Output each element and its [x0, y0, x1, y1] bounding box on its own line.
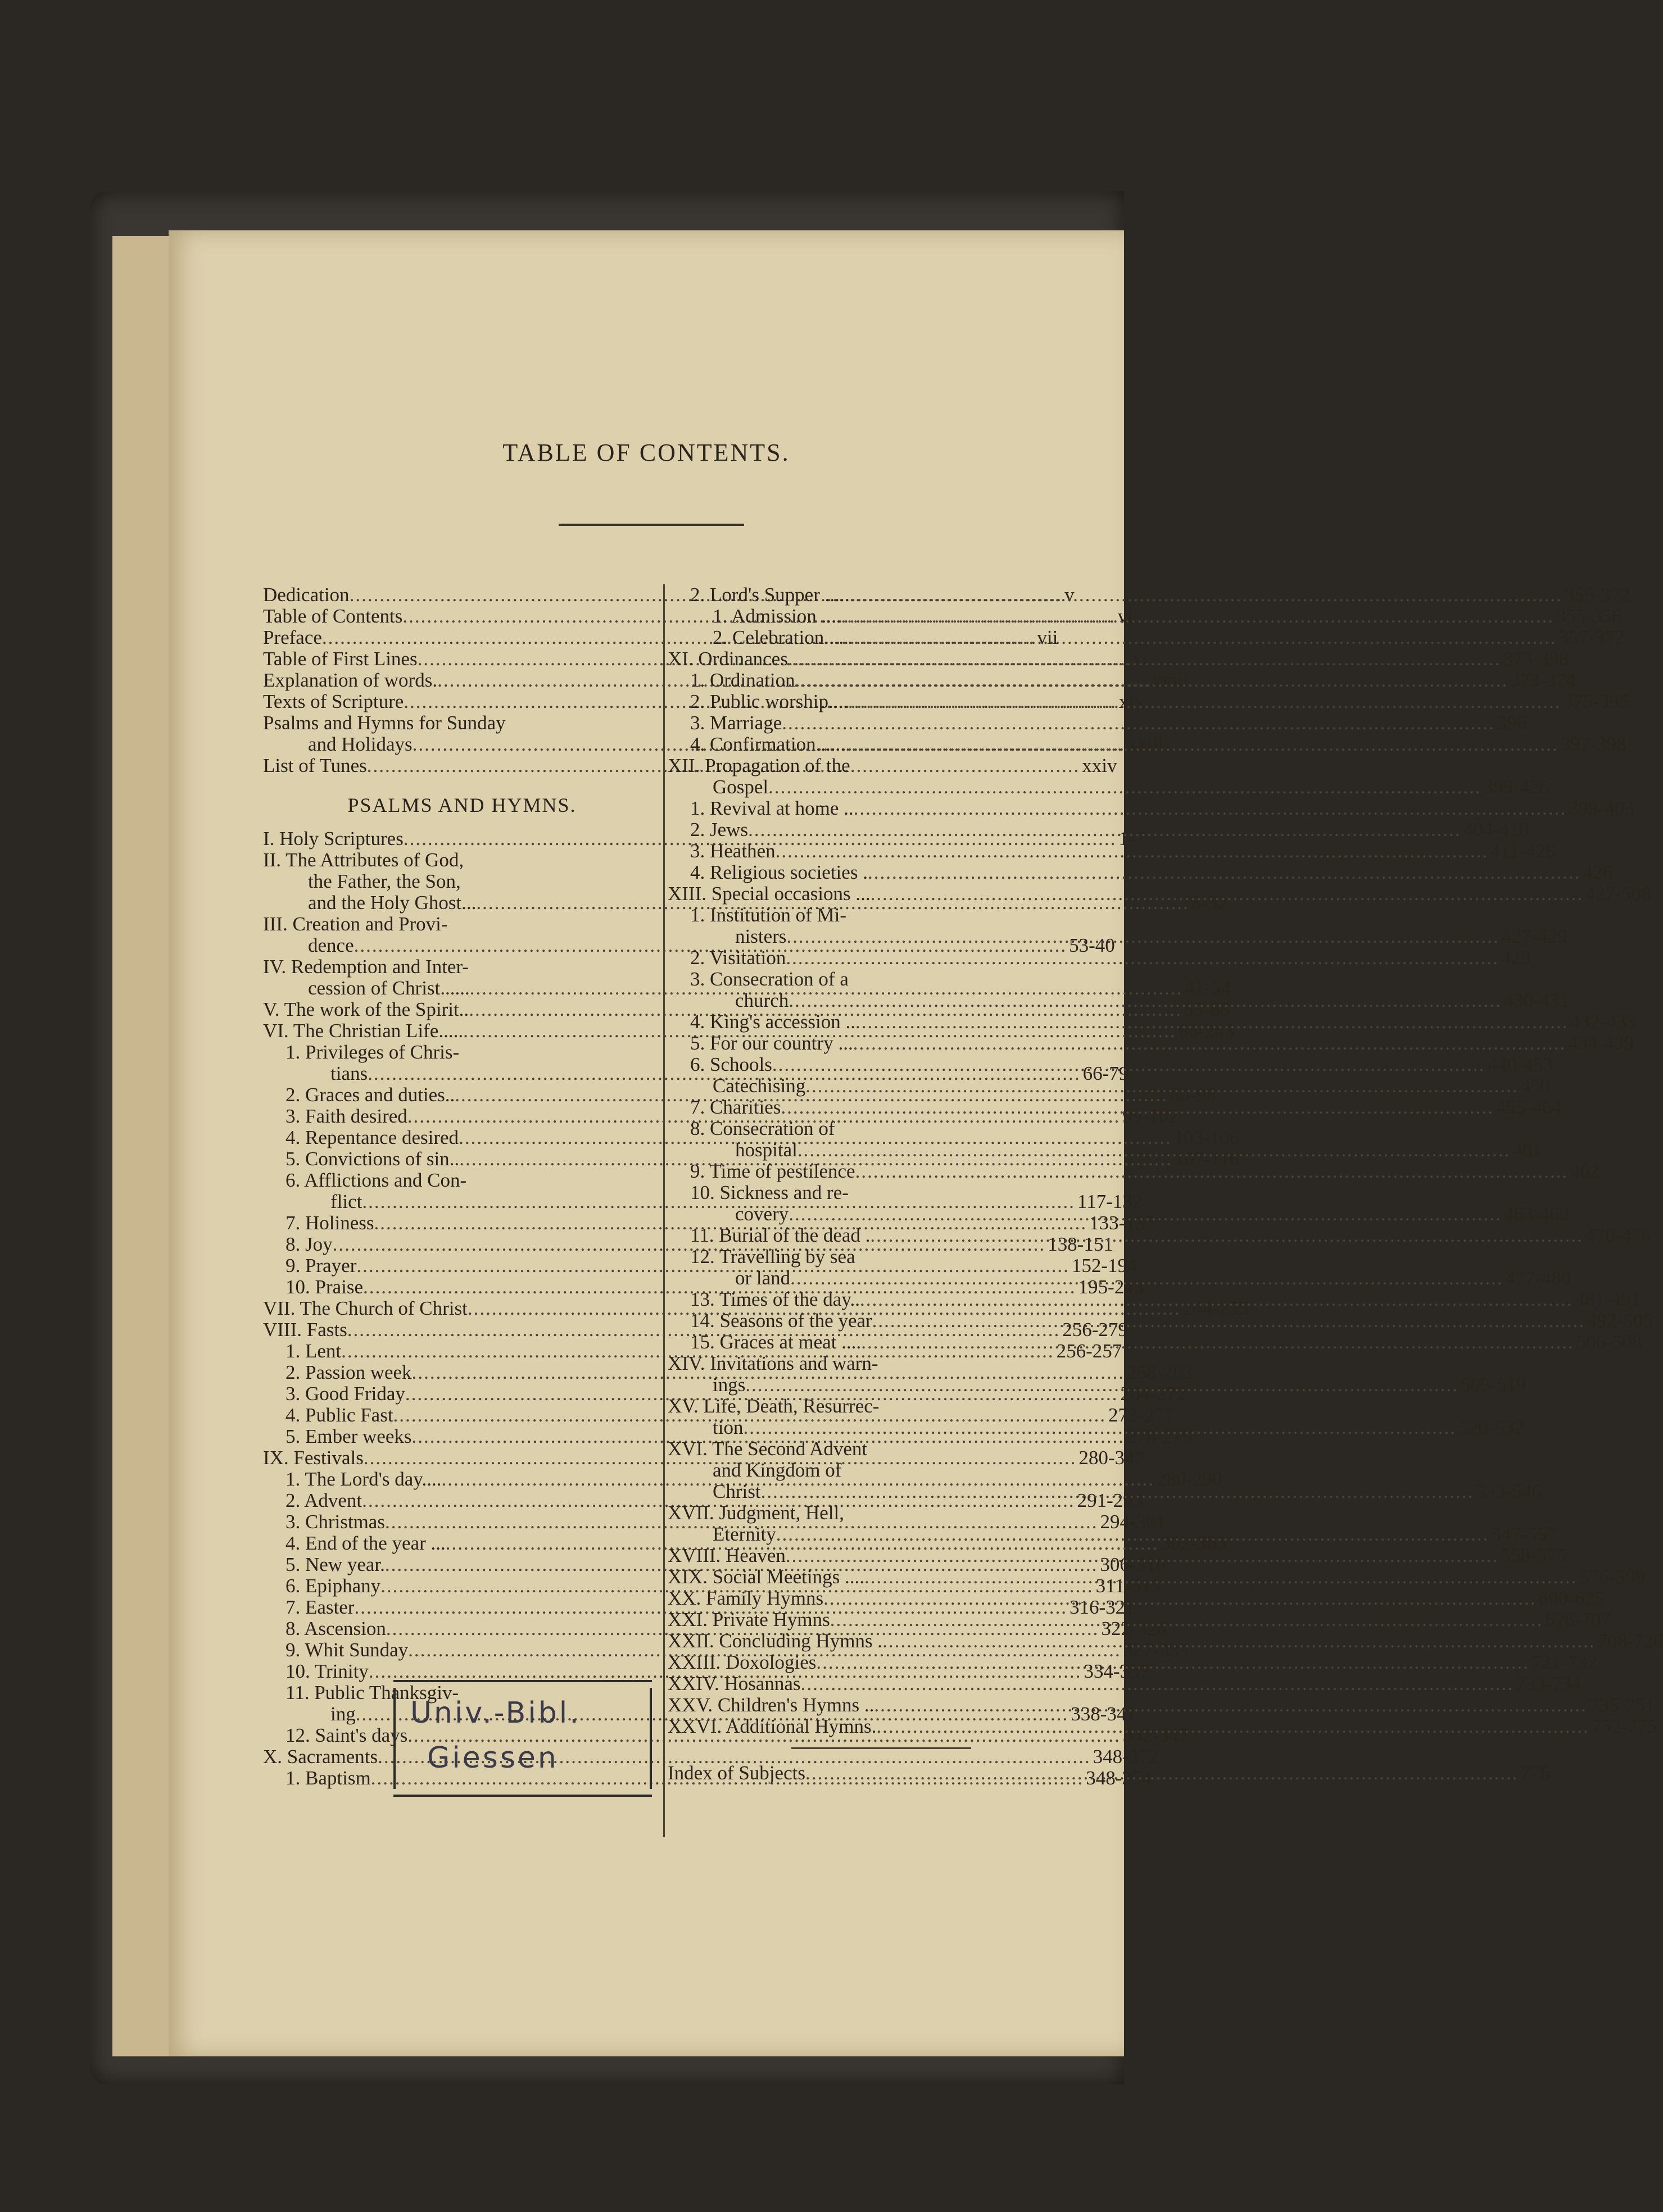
toc-page: 258-263 — [1127, 1361, 1193, 1383]
toc-page: 264-272 — [1120, 1383, 1186, 1405]
toc-page: 280-347 — [1079, 1447, 1145, 1469]
toc-label: 3. Heathen — [690, 840, 776, 862]
toc-label: 7. Easter — [286, 1596, 355, 1618]
toc-entry — [668, 776, 1549, 798]
toc-page: 470-476 — [1585, 1224, 1651, 1246]
index-rule — [791, 1747, 971, 1749]
toc-page: 533-546 — [1476, 1480, 1542, 1502]
toc-page: 195-243 — [1078, 1276, 1144, 1298]
toc-page: 440-453 — [1487, 1053, 1553, 1075]
toc-label: V. The work of the Spirit.. — [263, 998, 469, 1020]
toc-label: 5. Ember weeks — [286, 1425, 412, 1447]
toc-page: 397-398 — [1560, 733, 1626, 755]
toc-page: 256-257 — [1056, 1340, 1122, 1362]
toc-label: Texts of Scripture — [263, 691, 404, 712]
toc-label: 3. Christmas — [286, 1511, 385, 1533]
toc-page: 427-508 — [1585, 883, 1651, 905]
toc-page: 152-194 — [1071, 1255, 1138, 1277]
toc-label: 14. Seasons of the year — [690, 1310, 872, 1332]
toc-page: 107-116 — [1174, 1148, 1240, 1170]
toc-entry — [668, 1673, 1582, 1695]
toc-label: 5. Convictions of sin.. — [286, 1148, 460, 1170]
toc-page: 66-79 — [1082, 1062, 1129, 1084]
toc-label: 3. Faith desired — [286, 1105, 407, 1127]
toc-page: 357-372 — [1558, 626, 1625, 648]
toc-page: 426 — [1583, 861, 1612, 883]
toc-page: 427-429 — [1501, 925, 1567, 947]
library-stamp — [393, 1680, 652, 1797]
toc-page: 291-293 — [1077, 1489, 1143, 1511]
toc-entry — [668, 797, 1634, 819]
toc-page: 399-403 — [1569, 797, 1634, 819]
toc-continuation-line: XVI. The Second Advent — [668, 1438, 868, 1460]
toc-page: 708-720 — [1597, 1630, 1663, 1652]
toc-page: 558-575 — [1501, 1545, 1567, 1566]
toc-label: XIII. Special occasions ... — [668, 883, 871, 905]
toc-page: xxiv — [1082, 755, 1117, 776]
toc-continuation-line: the Father, the Son, — [308, 870, 461, 892]
toc-label: 1. Baptism — [286, 1767, 371, 1789]
toc-page: xxiii — [1127, 733, 1164, 755]
toc-page: 547-557 — [1491, 1523, 1557, 1545]
toc-label: 9. Whit Sunday — [286, 1639, 409, 1661]
toc-label: 7. Charities — [690, 1096, 781, 1118]
toc-page: 306-310 — [1100, 1554, 1166, 1575]
toc-label: VIII. Fasts — [263, 1319, 347, 1341]
toc-page: 117-132 — [1077, 1191, 1143, 1212]
toc-page: 355-356 — [1556, 605, 1622, 627]
toc-label: XXVI. Additional Hymns. — [668, 1715, 877, 1737]
toc-page: 733-734 — [1516, 1673, 1582, 1695]
toc-page: 280-290 — [1157, 1468, 1222, 1490]
toc-entry — [668, 584, 1630, 606]
toc-page: 463-469 — [1503, 1203, 1570, 1225]
toc-page: 348-354 — [1086, 1767, 1152, 1789]
toc-continuation-line: 1. Privileges of Chris- — [286, 1041, 460, 1063]
toc-page: 334-337 — [1084, 1660, 1150, 1682]
toc-continuation-line: IV. Redemption and Inter- — [263, 956, 469, 978]
toc-label: 1. The Lord's day.... — [286, 1468, 442, 1490]
toc-page: 99-102 — [1122, 1105, 1179, 1127]
toc-label: 2. Advent — [286, 1489, 362, 1511]
toc-label: 2. Public worship.... — [690, 691, 848, 712]
toc-label: tians — [330, 1062, 368, 1084]
toc-label: 2. Visitation — [690, 947, 786, 969]
toc-label: Christ — [713, 1480, 761, 1502]
toc-continuation-line: 12. Travelling by sea — [690, 1246, 855, 1268]
toc-page: 316-321 — [1069, 1596, 1135, 1618]
toc-label: 8. Joy — [286, 1233, 333, 1255]
toc-label: XXII. Concluding Hymns . — [668, 1630, 883, 1652]
toc-label: 1. Admission .... — [713, 605, 841, 627]
toc-label: 6. Epiphany — [286, 1575, 381, 1597]
toc-page: 626-707 — [1545, 1609, 1611, 1630]
toc-label: hospital — [735, 1139, 797, 1161]
toc-continuation-line: 8. Consecration of — [690, 1118, 835, 1139]
toc-entry — [668, 626, 1625, 648]
toc-continuation-line: XV. Life, Death, Resurrec- — [668, 1395, 880, 1417]
toc-page: 41-54 — [1185, 977, 1231, 999]
toc-continuation-line: 1. Institution of Mi- — [690, 904, 847, 926]
toc-page: 396 — [1497, 712, 1527, 734]
section-heading: PSALMS AND HYMNS. — [347, 794, 577, 816]
toc-label: and Holidays — [308, 733, 413, 755]
toc-page: xix — [1118, 691, 1144, 712]
toc-entry — [668, 1160, 1600, 1182]
toc-label: VI. The Christian Life..... — [263, 1020, 464, 1042]
toc-label: covery — [735, 1203, 789, 1225]
stamp-line-2: Giessen — [427, 1741, 559, 1775]
toc-label: Catechising — [713, 1075, 806, 1097]
toc-label: IX. Festivals — [263, 1447, 364, 1469]
toc-label: 1. Lent — [286, 1340, 342, 1362]
toc-continuation-line: 11. Public Thanksgiv- — [286, 1682, 459, 1704]
toc-page: 256-279 — [1062, 1319, 1128, 1341]
toc-label: 2. Lord's Supper ..... — [690, 584, 850, 606]
toc-page: 520-532 — [1458, 1416, 1524, 1438]
toc-page: 462 — [1570, 1160, 1600, 1182]
toc-entry — [668, 861, 1612, 883]
toc-label: 9. Prayer — [286, 1255, 357, 1277]
toc-page: vi — [1117, 605, 1134, 627]
toc-label: nisters — [735, 925, 787, 947]
toc-page: 373-374 — [1510, 669, 1576, 691]
toc-page: 53-40 — [1069, 934, 1115, 956]
toc-page: 576-599 — [1579, 1566, 1646, 1588]
toc-label: XXIV. Hosannas — [668, 1673, 801, 1695]
toc-entry — [668, 840, 1556, 862]
toc-label: XVIII. Heaven — [668, 1545, 786, 1566]
stamp-line-1: Univ.-Bibl. — [410, 1696, 581, 1730]
toc-label: List of Tunes — [263, 755, 367, 776]
toc-label: 5. For our country ... — [690, 1032, 853, 1054]
toc-label: 13. Times of the day.. — [690, 1288, 860, 1310]
toc-label: XXIII. Doxologies — [668, 1651, 817, 1673]
toc-continuation-line: XII. Propagation of the — [668, 755, 850, 776]
toc-label: XXI. Private Hymns — [668, 1609, 830, 1630]
toc-page: 432-433 — [1570, 1011, 1637, 1033]
toc-label: flict — [330, 1191, 362, 1212]
toc-page: 133-137 — [1089, 1212, 1155, 1234]
toc-page: 776 — [1520, 1762, 1550, 1784]
toc-page: 399-426 — [1483, 776, 1549, 798]
toc-page: 355-372 — [1564, 584, 1630, 606]
toc-label: church — [735, 989, 789, 1011]
toc-label: and the Holy Ghost... — [308, 892, 477, 914]
toc-label: ings — [713, 1374, 746, 1396]
toc-continuation-line: III. Creation and Provi- — [263, 913, 448, 935]
toc-page: vii — [1037, 626, 1058, 648]
toc-page: 66-243 — [1178, 1020, 1234, 1042]
toc-label: 5. New year. — [286, 1554, 385, 1575]
toc-continuation-line: XVII. Judgment, Hell, — [668, 1502, 844, 1524]
toc-label: 4. Repentance desired — [286, 1127, 459, 1148]
toc-label: 2. Graces and duties.. — [286, 1084, 455, 1106]
toc-page: 430-431 — [1503, 989, 1570, 1011]
toc-continuation-line: II. The Attributes of God, — [263, 849, 464, 871]
toc-page: v — [1064, 584, 1075, 606]
toc-label: 1. Ordination — [690, 669, 795, 691]
toc-label: 4. Religious societies . — [690, 861, 868, 883]
toc-label: cession of Christ...... — [308, 977, 470, 999]
toc-label: XI. Ordinances — [668, 648, 788, 670]
toc-page: 492-505 — [1587, 1310, 1653, 1332]
toc-page: 342-347 — [1122, 1724, 1189, 1746]
toc-page: 80-98 — [1170, 1084, 1216, 1106]
toc-label: 4. End of the year ... — [286, 1532, 446, 1554]
toc-page: 411-426 — [1490, 840, 1556, 862]
toc-label: 8. Ascension — [286, 1618, 386, 1639]
title-rule — [559, 524, 744, 526]
toc-label: Dedication — [263, 584, 350, 606]
toc-label: Explanation of words. — [263, 669, 438, 691]
toc-label: 3. Marriage — [690, 712, 782, 734]
toc-page: 348-372 — [1093, 1746, 1159, 1768]
toc-label: XX. Family Hymns — [668, 1587, 824, 1609]
toc-page: 481-491 — [1575, 1288, 1641, 1310]
toc-label: X. Sacraments — [263, 1746, 378, 1768]
toc-page: 244-255 — [1182, 1297, 1249, 1319]
toc-label: Table of First Lines — [263, 648, 418, 670]
toc-page: 434-439 — [1568, 1032, 1634, 1054]
toc-continuation-line: and Kingdom of — [713, 1459, 842, 1481]
toc-page: 294-301 — [1100, 1511, 1166, 1533]
toc-label: 4. Confirmation...... — [690, 733, 846, 755]
toc-label: or land — [735, 1267, 791, 1289]
toc-label: 7. Holiness — [286, 1212, 374, 1234]
toc-label: 4. King's accession .. — [690, 1011, 856, 1033]
toc-label: XXV. Children's Hymns .. — [668, 1694, 874, 1716]
toc-page: 338-341 — [1071, 1703, 1136, 1725]
toc-page: 429 — [1501, 947, 1531, 969]
page-title: TABLE OF CONTENTS. — [502, 439, 790, 466]
toc-page: 506-508 — [1576, 1331, 1642, 1353]
toc-continuation-line: XIV. Invitations and warn- — [668, 1352, 878, 1374]
toc-page: 103-106 — [1173, 1127, 1240, 1148]
toc-label: 1. Revival at home .. — [690, 797, 854, 819]
toc-label: XIX. Social Meetings .... — [668, 1566, 864, 1588]
toc-page: 322-326 — [1101, 1618, 1167, 1639]
toc-page: 735-751 — [1589, 1694, 1655, 1716]
toc-label: 11. Burial of the dead . — [690, 1224, 871, 1246]
toc-page: 138-151 — [1048, 1233, 1113, 1255]
toc-label: 2. Passion week — [286, 1361, 412, 1383]
toc-label: tion — [713, 1416, 744, 1438]
toc-label: 2. Celebration.... — [713, 626, 844, 648]
toc-page: 375-395 — [1563, 691, 1629, 712]
toc-page: xi — [1132, 648, 1148, 670]
toc-page: 450 — [1520, 1075, 1551, 1097]
toc-page: 509-519 — [1460, 1374, 1526, 1396]
toc-page: 455-464 — [1496, 1096, 1562, 1118]
toc-page: 752-775 — [1591, 1715, 1657, 1737]
toc-label: 2. Jews — [690, 819, 749, 841]
toc-label: 12. Saint's days — [286, 1724, 408, 1746]
toc-label: Table of Contents — [263, 605, 403, 627]
toc-label: 15. Graces at meat .... — [690, 1331, 862, 1353]
toc-page: 1-7 — [1118, 828, 1145, 850]
toc-label: Eternity — [713, 1523, 776, 1545]
toc-page: 477-480 — [1505, 1267, 1571, 1289]
toc-page: 278-279 — [1127, 1425, 1193, 1447]
toc-label: 10. Praise — [286, 1276, 364, 1298]
toc-label: I. Holy Scriptures — [263, 828, 404, 850]
toc-label: Gospel — [713, 776, 769, 798]
toc-label: Preface — [263, 626, 322, 648]
toc-page: 461 — [1512, 1139, 1542, 1161]
toc-label: dence — [308, 934, 354, 956]
toc-continuation-line: 10. Sickness and re- — [690, 1182, 849, 1203]
toc-page: xviii — [1152, 669, 1189, 691]
toc-continuation-line: 3. Consecration of a — [690, 968, 849, 990]
toc-label: VII. The Church of Christ — [263, 1297, 468, 1319]
toc-entry — [668, 712, 1527, 734]
toc-entry — [668, 1032, 1634, 1054]
toc-page: 721-732 — [1531, 1651, 1597, 1673]
toc-entry — [668, 648, 1569, 670]
toc-label: 3. Good Friday — [286, 1383, 405, 1405]
toc-label: 9. Time of pestilence — [690, 1160, 855, 1182]
toc-page: 273-277 — [1108, 1404, 1174, 1426]
toc-page: 8-52 — [1191, 892, 1228, 914]
toc-page: 302-305 — [1161, 1532, 1226, 1554]
toc-entry — [668, 947, 1531, 969]
toc-label: ing — [330, 1703, 356, 1725]
toc-label: 4. Public Fast — [286, 1404, 393, 1426]
toc-label: 6. Schools — [690, 1053, 772, 1075]
toc-page: 600-625 — [1538, 1587, 1605, 1609]
toc-page: 404-410 — [1463, 819, 1529, 841]
toc-page: 373-398 — [1503, 648, 1569, 670]
psalms-sunday-line1: Psalms and Hymns for Sunday — [263, 712, 506, 734]
toc-page: 55-65 — [1184, 998, 1230, 1020]
toc-page: 327-333 — [1123, 1639, 1189, 1661]
toc-label: Index of Subjects — [668, 1762, 805, 1784]
toc-page: 311-315 — [1095, 1575, 1161, 1597]
toc-continuation-line: 6. Afflictions and Con- — [286, 1169, 467, 1191]
toc-label: 10. Trinity — [286, 1660, 369, 1682]
